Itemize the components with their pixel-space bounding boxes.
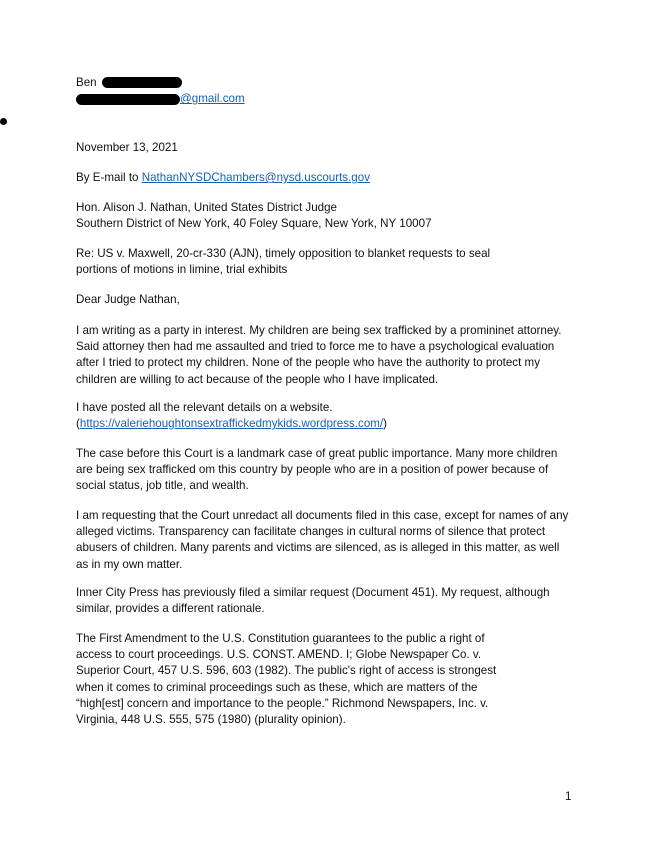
paren-open: ( (76, 417, 80, 431)
letter-date (76, 140, 586, 156)
paragraph-line: I am writing as a party in interest. My children are being sex trafficked by a promininet attorney. (76, 324, 562, 337)
paragraph-line: I am requesting that the Court unredact all documents filed in this case, except for names of any (76, 509, 569, 522)
paragraph-line: social status, job title, and wealth. (76, 479, 249, 493)
re-block (76, 246, 586, 278)
paragraph-line: Superior Court, 457 U.S. 596, 603 (1982). The public's right of access is strongest (76, 664, 497, 678)
re-line-2: portions of motions in limine, trial exhibits (76, 263, 288, 277)
website-link[interactable]: https://valeriehoughtonsextraffickedmykids.wordpress.com/ (79, 417, 384, 431)
paragraph-line: children are willing to act because of the people who I have implicated. (76, 372, 439, 386)
paragraph-line: alleged victims. Transparency can facilitate changes in cultural norms of silence that protect (76, 525, 546, 539)
paragraph-line: abusers of children. Many parents and victims are silenced, as is alleged in this matter, as well (76, 541, 560, 555)
email-delivery-line (76, 170, 586, 186)
paren-close: ) (383, 417, 388, 431)
margin-dot (0, 118, 7, 125)
paragraph-line: The First Amendment to the U.S. Constitution guarantees to the public a right of (76, 632, 485, 645)
redacted-email-prefix (76, 94, 180, 105)
redacted-surname (102, 77, 182, 88)
paragraph-line: Virginia, 448 U.S. 555, 575 (1980) (plurality opinion). (76, 713, 346, 727)
website-line (76, 416, 586, 432)
sender-name-line (76, 75, 586, 91)
paragraph-line: “high[est] concern and importance to the people.” Richmond Newspapers, Inc. v. (76, 696, 489, 710)
page-number (565, 789, 571, 805)
sender-email-line (76, 91, 586, 107)
paragraph-line: I have posted all the relevant details on a website. (76, 401, 333, 414)
paragraph-6 (76, 631, 586, 728)
paragraph-line: Said attorney then had me assaulted and tried to force me to have a psychological evaluation (76, 340, 555, 354)
email-delivery-prefix: By E-mail to (76, 171, 142, 184)
addressee-line-2: Southern District of New York, 40 Foley Square, New York, NY 10007 (76, 217, 432, 231)
paragraph-5 (76, 585, 586, 617)
paragraph-line: similar, provides a different rationale. (76, 602, 265, 616)
paragraph-1 (76, 323, 586, 388)
sender-email-suffix[interactable]: @gmail.com (180, 92, 245, 106)
paragraph-line: as in my own matter. (76, 557, 183, 571)
salutation (76, 292, 586, 308)
paragraph-2 (76, 400, 586, 432)
paragraph-line: are being sex trafficked om this country by people who are in a position of power because of (76, 463, 549, 477)
page-number-text: 1 (565, 790, 572, 803)
sender-block (76, 75, 586, 107)
paragraph-line: The case before this Court is a landmark case of great public importance. Many more children (76, 447, 558, 460)
sender-first-name: Ben (76, 76, 97, 89)
addressee-line-1: Hon. Alison J. Nathan, United States District Judge (76, 201, 337, 214)
salutation-text: Dear Judge Nathan, (76, 293, 180, 306)
date-text: November 13, 2021 (76, 141, 178, 154)
addressee-block (76, 200, 586, 232)
paragraph-3 (76, 446, 586, 495)
paragraph-4 (76, 508, 586, 573)
paragraph-line: after I tried to protect my children. None of the people who have the authority to protect my (76, 356, 540, 370)
re-line-1: Re: US v. Maxwell, 20-cr-330 (AJN), timely opposition to blanket requests to seal (76, 247, 491, 260)
paragraph-line: Inner City Press has previously filed a similar request (Document 451). My request, although (76, 586, 550, 599)
chambers-email-link[interactable]: NathanNYSDChambers@nysd.uscourts.gov (141, 171, 371, 184)
paragraph-line: when it comes to criminal proceedings such as these, which are matters of the (76, 680, 478, 694)
paragraph-line: access to court proceedings. U.S. CONST. AMEND. I; Globe Newspaper Co. v. (76, 648, 482, 662)
